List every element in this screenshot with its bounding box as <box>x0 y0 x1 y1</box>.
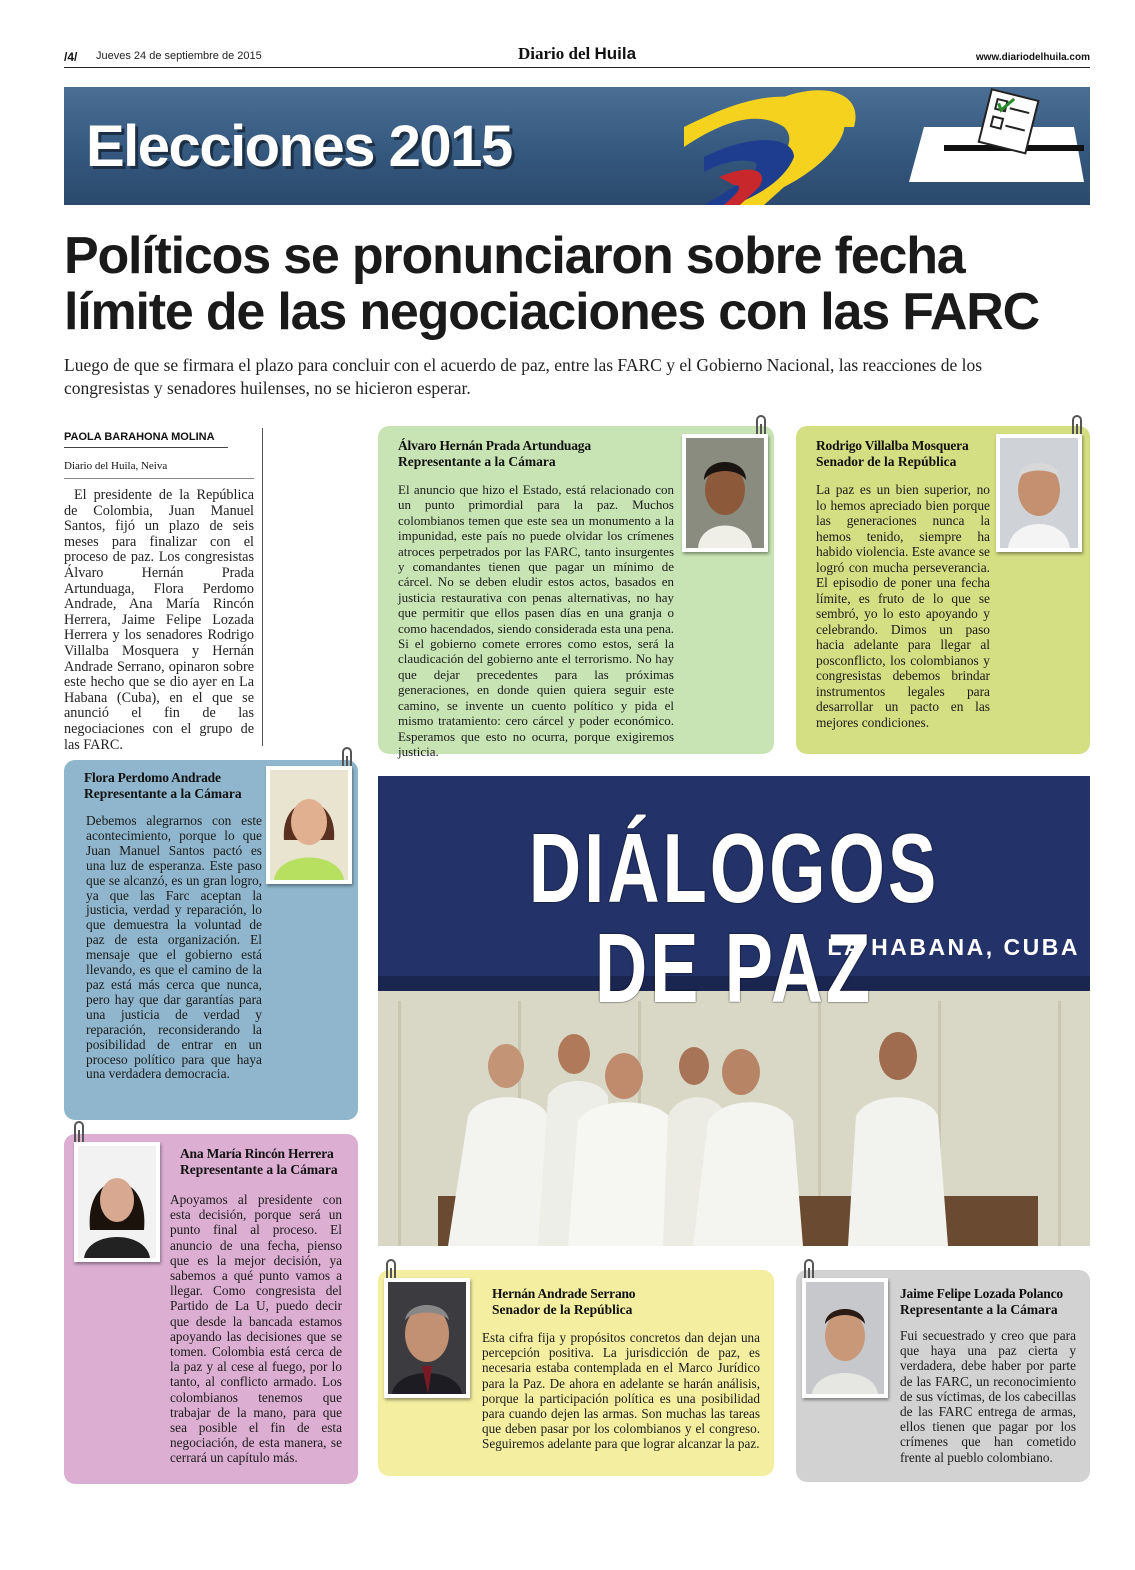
photo-banner-subtitle: LA HABANA, CUBA <box>827 934 1080 960</box>
speaker-role: Representante a la Cámara <box>900 1302 1058 1317</box>
portrait-lozada <box>802 1278 888 1398</box>
quote-text: Esta cifra fija y propósitos concretos dan dejan una percepción positiva. La jurisdicción de paz, es necesaria estaba contemplada en el Marco Jurídico para la Paz. De ahora en adelante se harán análisis, porque la participación política es una posibilidad para cuando dejen las armas. Son muchas las tareas que deben pasar por los colombianos y el congreso. Seguiremos adelante para que lograr alcanzar la paz. <box>482 1330 760 1452</box>
section-banner <box>64 87 1090 205</box>
speaker-name: Álvaro Hernán Prada Artunduaga <box>398 438 591 453</box>
speaker-role: Senador de la República <box>492 1302 633 1317</box>
portrait-image <box>1000 438 1078 548</box>
page-number: /4/ <box>64 50 78 64</box>
quote-box-lozada <box>796 1270 1090 1482</box>
speaker-role: Representante a la Cámara <box>180 1162 338 1177</box>
speaker-name: Rodrigo Villalba Mosquera <box>816 438 969 453</box>
portrait-villalba <box>996 434 1082 552</box>
quote-box-prada <box>378 426 774 759</box>
quote-text: Apoyamos al presidente con esta decisión, porque será un punto final al proceso. El anuncio de una fecha, pienso que es la mejor decisión, ya sabemos a qué punto vamos a llegar. Como congresista del Partido de La U, puedo decir que desde la bancada estamos apoyando las decisiones que se tomen. Colombia está cerca de la paz y al cese al fuego, por lo tanto, al conflicto armado. Los colombianos tenemos que trabajar de la mano, para que sea posible el fin de esta negociación, de esta manera, se cerrará un capítulo más. <box>170 1192 342 1466</box>
quote-text: La paz es un bien superior, no lo hemos apreciado bien porque las generaciones nunca la hemos tenido, siempre ha habido violencia. Este avance se logró con mucha perseverancia. El episodio de poner una fecha límite, es fruto de lo que se sembró, yo lo esto apoyando y celebrando. Dimos un paso hacia adelante para llegar al posconflicto, los colombianos y congresistas debemos brindar instrumentos legales para desarrollar un pacto en las mejores condiciones. <box>816 482 990 730</box>
speaker-name: Jaime Felipe Lozada Polanco <box>900 1286 1063 1301</box>
dateline: Diario del Huila, Neiva <box>64 460 254 479</box>
photo-banner-title: DIÁLOGOS DE PAZ <box>528 813 940 1023</box>
portrait-image <box>806 1282 884 1394</box>
headline-line-1: Políticos se pronunciaron sobre fecha <box>64 227 965 285</box>
issue-date: Jueves 24 de septiembre de 2015 <box>96 50 262 62</box>
speaker-name: Hernán Andrade Serrano <box>492 1286 636 1301</box>
article-headline <box>64 228 1094 340</box>
article-intro: El presidente de la República de Colombia, Juan Manuel Santos, fijó un plazo de seis meses para finalizar con el proceso de paz. Los congresistas Álvaro Hernán Prada Artunduaga, Flora Perdomo Andrade, Ana María Rincón Herrera, Jaime Felipe Lozada Herrera y los senadores Rodrigo Villalba Mosquera y Hernán Andrade Serrano, opinaron sobre este hecho que se dio ayer en La Habana (Cuba), en el que se anunció el fin de las negociaciones con el grupo de las FARC. <box>64 487 254 753</box>
speaker-name: Ana María Rincón Herrera <box>180 1146 334 1161</box>
article-deck: Luego de que se firmara el plazo para concluir con el acuerdo de paz, entre las FARC y el Gobierno Nacional, las reacciones de los congresistas y senadores huilenses, no se hicieron esperar. <box>64 355 983 398</box>
portrait-perdomo <box>266 766 352 884</box>
headline-line-2: límite de las negociaciones con las FARC <box>64 283 1039 341</box>
page-header <box>64 44 1090 68</box>
quote-text: Fui secuestrado y creo que para que haya una paz cierta y verdadera, debe haber por parte de las FARC, un reconocimiento de sus víctimas, de los cabecillas de las FARC entrega de armas, ellos tienen que pagar por los crímenes que han cometido frente al pueblo colombiano. <box>900 1328 1076 1465</box>
portrait-image <box>686 438 764 548</box>
masthead-part-b: Huila <box>594 44 637 63</box>
portrait-image <box>78 1146 156 1258</box>
banner-title: Elecciones 2015 <box>86 114 512 179</box>
quote-box-villalba <box>796 426 1090 754</box>
quote-text: El anuncio que hizo el Estado, está relacionado con un punto primordial para la paz. Muchos colombianos temen que este sea un monumento a la impunidad, este país no puede olvidar los crímenes atroces perpetrados por las FARC, tanto insurgentes y comandantes tienen que pagar un mínimo de cárcel. No se deben eludir estos actos, basados en justicia restaurativa con penas alternativas, no hay que permitir que ellos pasen días en una granja o como hacendados, siendo considerada esta una pena. Si el gobierno comete errores como estos, será la claudicación del gobierno ante el terrorismo. No hay que dejar precedentes para las próximas generaciones, en donde quien quiera seguir este camino, se invente un cuento político y pida el mismo tratamiento: cero cárcel y poder económico. Esperamos que esto no ocurra, porque exigiremos justicia. <box>398 482 674 759</box>
portrait-andrade <box>384 1278 470 1398</box>
quote-text: Debemos alegrarnos con este acontecimiento, porque lo que Juan Manuel Santos pactó es una luz de esperanza. Este paso que se alcanzó, es un gran logro, ya que las Farc aceptan la justicia, verdad y reparación, lo que demuestra la voluntad de paz de esta organización. El mensaje que el gobierno está llevando, es que el camino de la paz está más cerca que nunca, pero hay que dar garantías para una justicia de verdad y reparación, reconsiderando la posibilidad de entrar en un proceso político para que haya una verdadera democracia. <box>86 813 262 1082</box>
portrait-rincon <box>74 1142 160 1262</box>
portrait-image <box>270 770 348 880</box>
speaker-name: Flora Perdomo Andrade <box>84 770 221 785</box>
speaker-role: Representante a la Cámara <box>398 454 556 469</box>
quote-box-andrade <box>378 1270 774 1476</box>
speaker-role: Representante a la Cámara <box>84 786 242 801</box>
masthead <box>64 44 1090 64</box>
quote-box-perdomo <box>64 760 358 1120</box>
dialogos-de-paz-photo <box>378 776 1090 1246</box>
portrait-image <box>388 1282 466 1394</box>
speaker-role: Senador de la República <box>816 454 957 469</box>
quote-box-rincon <box>64 1134 358 1484</box>
byline: PAOLA BARAHONA MOLINA <box>64 431 228 448</box>
portrait-prada <box>682 434 768 552</box>
masthead-part-a: Diario del <box>517 44 591 63</box>
column-rule <box>262 428 263 746</box>
website-url[interactable]: www.diariodelhuila.com <box>975 52 1090 63</box>
